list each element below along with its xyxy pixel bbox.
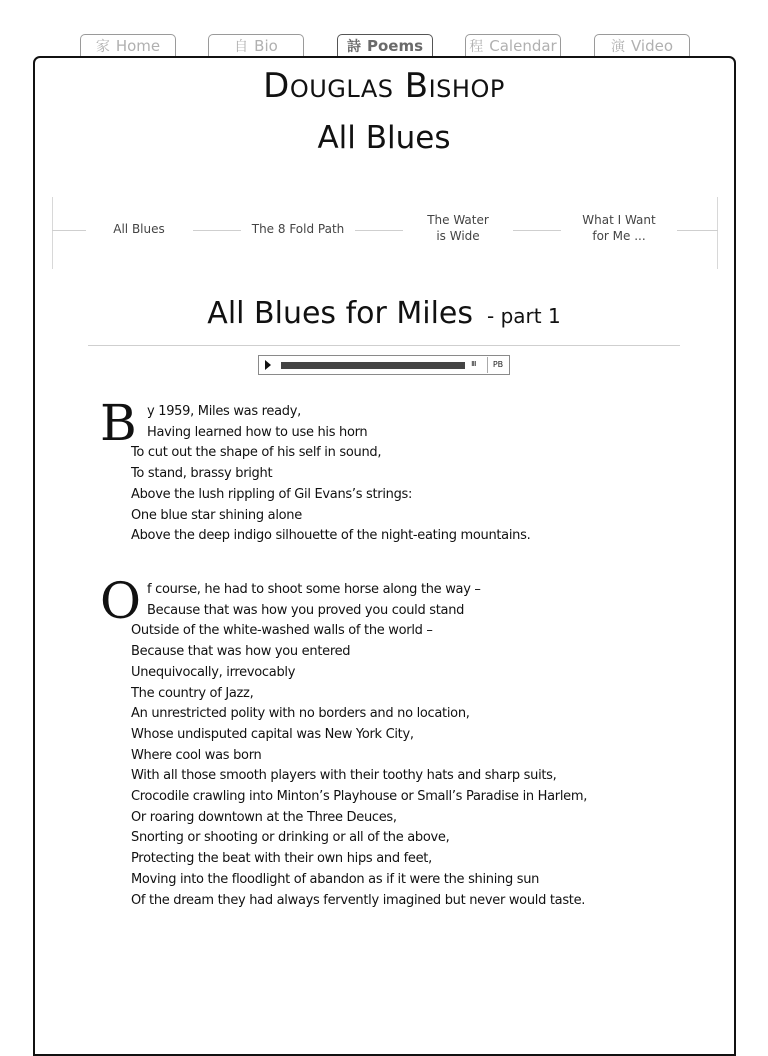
poem-title-main: All Blues for Miles <box>207 296 474 331</box>
subnav-right-edge <box>717 197 718 269</box>
poem-line: To stand, brassy bright <box>131 466 273 482</box>
poem-line: Because that was how you entered <box>131 644 351 660</box>
subnav-divider <box>52 230 86 231</box>
poem-line: With all those smooth players with their toothy hats and sharp suits, <box>131 768 557 784</box>
poem-line: y 1959, Miles was ready, <box>147 404 301 419</box>
bio-glyph-icon: 自 <box>234 39 249 55</box>
video-glyph-icon: 演 <box>610 39 625 55</box>
poem-line: Having learned how to use his horn <box>147 424 368 440</box>
subnav-divider <box>513 230 561 231</box>
poem-line: f course, he had to shoot some horse along the way – <box>147 582 481 597</box>
stanza-2 <box>131 580 587 911</box>
poem-line: Above the deep indigo silhouette of the night-eating mountains. <box>131 528 531 544</box>
subnav-item-the-water-is-wide[interactable] <box>404 212 512 244</box>
tab-video[interactable] <box>594 34 690 56</box>
progress-bar[interactable] <box>281 362 465 369</box>
poem-line: An unrestricted polity with no borders and no location, <box>131 706 470 722</box>
poem-title-part: - part 1 <box>487 304 561 328</box>
tab-poems[interactable] <box>337 34 433 56</box>
main-nav-tabs <box>0 34 768 58</box>
volume-icon[interactable]: ııı <box>471 359 476 369</box>
title-divider <box>88 345 680 346</box>
tab-bio[interactable] <box>208 34 304 56</box>
poems-subnav <box>52 197 718 269</box>
poem-line: Whose undisputed capital was New York City, <box>131 726 414 742</box>
tab-poems-label: Poems <box>366 37 424 55</box>
poem-line: Protecting the beat with their own hips and feet, <box>131 851 432 867</box>
subnav-item-label: The Water <box>427 213 489 227</box>
poem-line: One blue star shining alone <box>131 507 302 523</box>
poem-line: Moving into the floodlight of abandon as if it were the shining sun <box>131 871 540 887</box>
tab-bio-label: Bio <box>254 37 278 55</box>
popout-button[interactable]: PB <box>487 357 508 373</box>
subnav-item-label: All Blues <box>113 222 165 236</box>
poem-line: Unequivocally, irrevocably <box>131 664 296 680</box>
poems-glyph-icon: 詩 <box>346 39 361 55</box>
calendar-glyph-icon: 程 <box>469 39 484 55</box>
poem-line: Because that was how you proved you could stand <box>147 602 465 618</box>
subnav-item-label: for Me ... <box>592 229 646 243</box>
home-glyph-icon: 家 <box>95 39 110 55</box>
dropcap-b: B <box>100 394 137 452</box>
subnav-divider <box>677 230 718 231</box>
tab-home[interactable] <box>80 34 176 56</box>
poem-line: Crocodile crawling into Minton’s Playhouse or Small’s Paradise in Harlem, <box>131 789 588 805</box>
play-icon[interactable] <box>265 360 271 370</box>
site-title: Douglas Bishop <box>263 66 505 106</box>
tab-calendar[interactable] <box>465 34 561 56</box>
poem-line: The country of Jazz, <box>131 685 254 701</box>
subnav-item-what-i-want-for-me[interactable] <box>562 212 676 244</box>
subnav-item-all-blues[interactable] <box>92 221 186 237</box>
poem-line: Outside of the white-washed walls of the world – <box>131 623 433 639</box>
subnav-item-8-fold-path[interactable] <box>242 221 354 237</box>
poem-title <box>0 296 768 331</box>
audio-player <box>258 355 510 375</box>
subnav-item-label: The 8 Fold Path <box>251 222 345 236</box>
stanza-1 <box>131 402 530 547</box>
subnav-left-edge <box>52 197 53 269</box>
tab-home-label: Home <box>115 37 161 55</box>
dropcap-o: O <box>100 572 141 630</box>
tab-video-label: Video <box>630 37 674 55</box>
tab-calendar-label: Calendar <box>489 37 557 55</box>
section-title: All Blues <box>317 120 451 156</box>
poem-line: Above the lush rippling of Gil Evans’s strings: <box>131 486 413 502</box>
poem-line: Of the dream they had always fervently imagined but never would taste. <box>131 892 586 908</box>
poem-line: Or roaring downtown at the Three Deuces, <box>131 809 397 825</box>
subnav-divider <box>193 230 241 231</box>
subnav-divider <box>355 230 403 231</box>
poem-line: To cut out the shape of his self in sound, <box>131 445 382 461</box>
poem-line: Where cool was born <box>131 747 262 763</box>
subnav-item-label: What I Want <box>582 213 656 227</box>
subnav-item-label: is Wide <box>436 229 480 243</box>
poem-line: Snorting or shooting or drinking or all of the above, <box>131 830 450 846</box>
